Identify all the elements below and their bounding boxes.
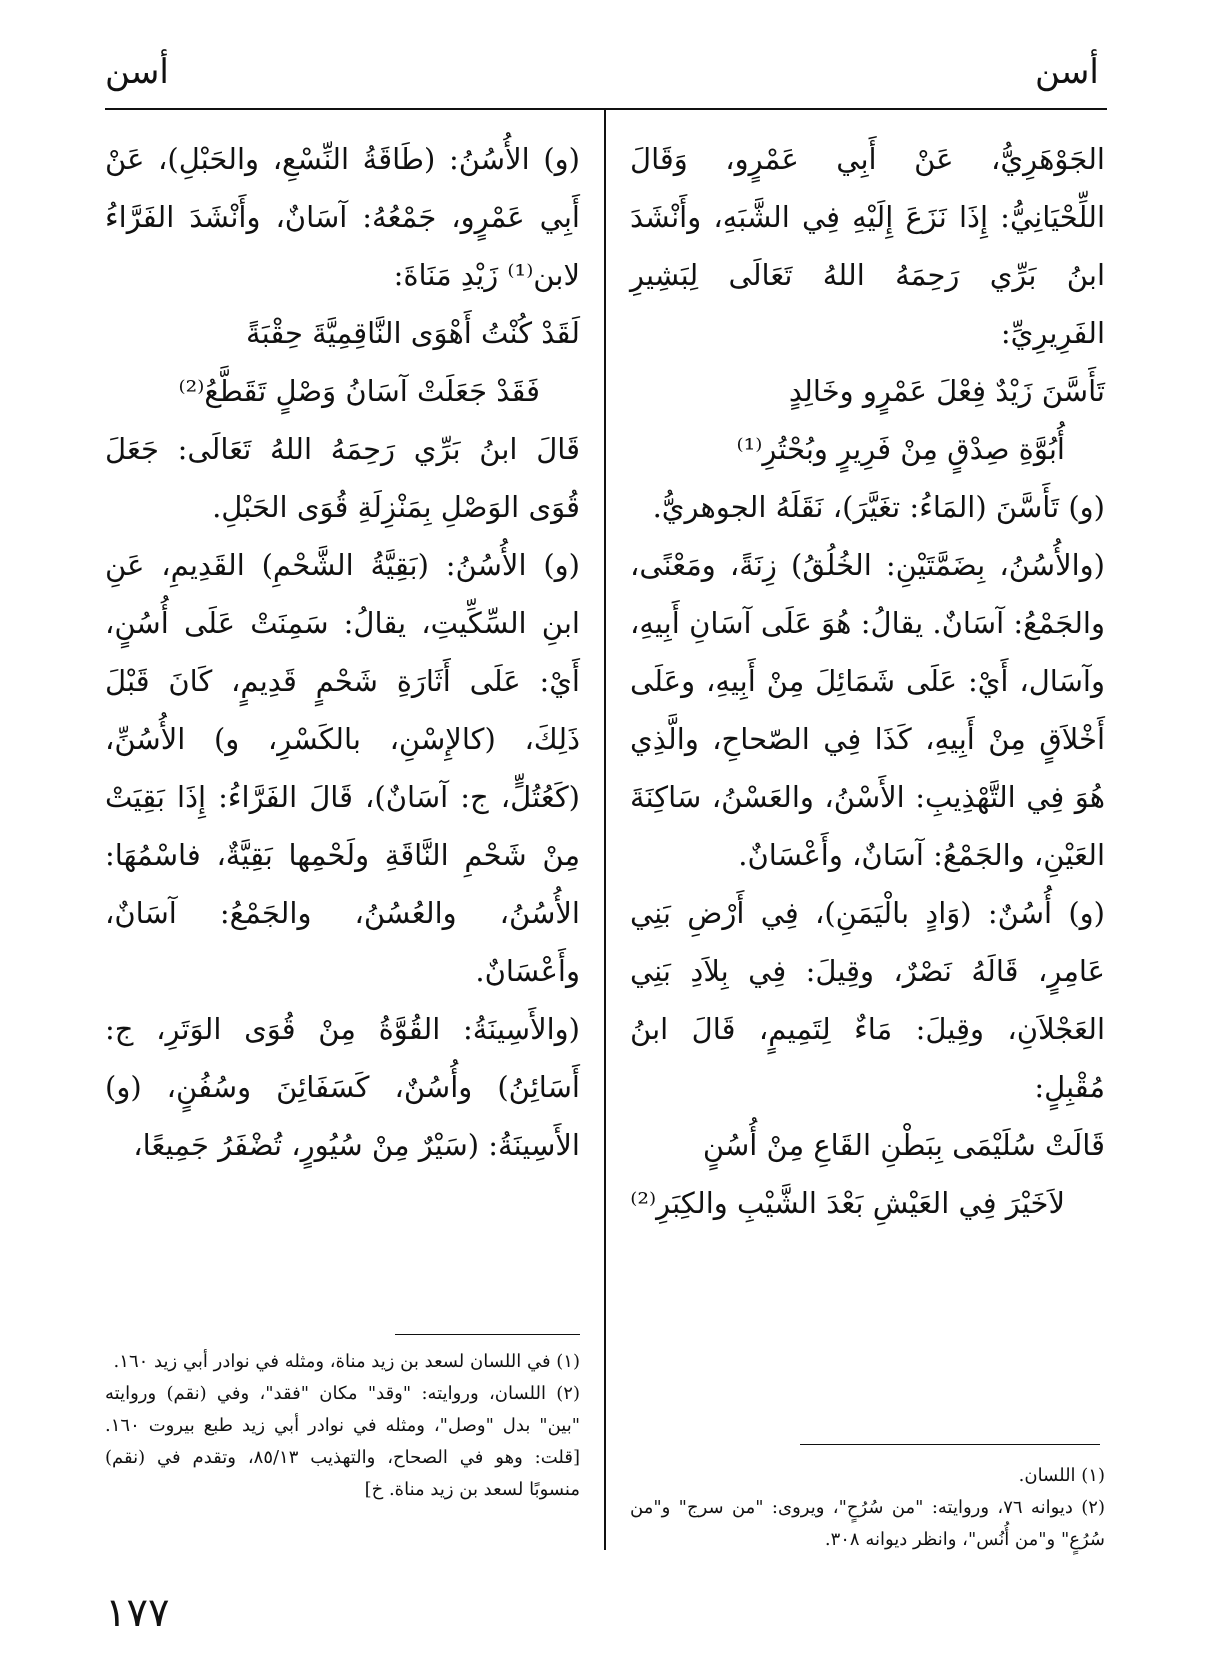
header-rule <box>105 108 1107 110</box>
footnote: (١) في اللسان لسعد بن زيد مناة، ومثله في نوادر أبي زيد ١٦٠. <box>113 1351 580 1372</box>
paragraph: (والأَسِينَةُ: القُوَّةُ مِنْ قُوَى الوَتَرِ، ج: أَسَائِنُ) وأُسُنٌ، كَسَفَائِنَ وسُفُنٍ، (و) الأَسِينَةُ: (سَيْرٌ مِنْ سُيُورٍ، تُضْفَرُ جَمِيعًا، <box>105 1012 580 1162</box>
footnotes-left <box>105 1346 580 1506</box>
verse-line: لاَخَيْرَ فِي العَيْشِ بَعْدَ الشَّيْبِ والكِبَرِ⁽²⁾ <box>630 1186 1065 1220</box>
column-divider <box>604 108 606 1550</box>
left-column <box>105 130 580 1174</box>
paragraph: (و) الأُسُنُ: (بَقِيَّةُ الشَّحْمِ) القَدِيمِ، عَنِ ابنِ السِّكِّيتِ، يقالُ: سَمِنَتْ عَلَى أُسُنٍ، أَيْ: عَلَى أَثَارَةِ شَحْمٍ قَدِيمٍ، كَانَ قَبْلَ ذَلِكَ، (كالإِسْنِ، بالكَسْرِ، و) الأُسُنِّ، (كَعُتُلٍّ، ج: آسَانٌ)، قَالَ الفَرَّاءُ: إِذَا بَقِيَتْ مِنْ شَحْمِ النَّاقَةِ ولَحْمِها بَقِيَّةٌ، فاسْمُهَا: الأُسُنُ، والعُسُنُ، والجَمْعُ: آسَانٌ، وأَعْسَانٌ. <box>105 548 580 988</box>
footnote: (٢) ديوانه ٧٦، وروايته: "من سُرُحٍ"، ويروى: "من سرج" و"من سُرُعٍ" و"من أُنُس"، وانظر ديوانه ٣٠٨. <box>630 1497 1105 1550</box>
paragraph: قَالَ ابنُ بَرِّي رَحِمَهُ اللهُ تَعَالَى: جَعَلَ قُوَى الوَصْلِ بِمَنْزِلَةِ قُوَى الحَبْلِ. <box>105 432 580 524</box>
paragraph: (و) تَأَسَّنَ (المَاءُ: تغَيَّرَ)، نَقَلَهُ الجوهريُّ. <box>652 490 1105 524</box>
footnote: (١) اللسان. <box>1018 1465 1105 1486</box>
footnote: (٢) اللسان، وروايته: "وقد" مكان "فقد"، وفي (نقم) وروايته "بين" بدل "وصل"، ومثله في نوادر أبي زيد طبع بيروت ١٦٠. [قلت: وهو في الصحاح، والتهذيب ٨٥/١٣، وتقدم في (نقم) منسوبًا لسعد بن زيد مناة. خ] <box>105 1383 580 1500</box>
paragraph: (والأُسُنُ، بِضَمَّتَيْنِ: الخُلُقُ) زِنَةً، ومَعْنًى، والجَمْعُ: آسَانٌ. يقالُ: هُوَ عَلَى آسَانِ أَبِيهِ، وآسَال، أَيْ: عَلَى شَمَائِلَ مِنْ أَبِيهِ، وعَلَى أَخْلاَقٍ مِنْ أَبِيهِ، كَذَا فِي الصّحاحِ، والَّذِي هُوَ فِي التَّهْذِيبِ: الأَسْنُ، والعَسْنُ، سَاكِنَةَ العَيْنِ، والجَمْعُ: آسَانٌ، وأَعْسَانٌ. <box>630 548 1105 872</box>
verse-line: قَالَتْ سُلَيْمَى بِبَطْنِ القَاعِ مِنْ أُسُنٍ <box>702 1128 1105 1162</box>
paragraph: (و) أُسُنٌ: (وَادٍ بالْيَمَنِ)، فِي أَرْضِ بَنِي عَامِرٍ، قَالَهُ نَصْرٌ، وقِيلَ: فِي بِلاَدِ بَنِي العَجْلاَنِ، وقِيلَ: مَاءٌ لِتَمِيمٍ، قَالَ ابنُ مُقْبِلٍ: <box>630 896 1105 1104</box>
verse-line: لَقَدْ كُنْتُ أَهْوَى النَّاقِمِيَّةَ حِقْبَةً <box>246 316 580 350</box>
verse-line: أُبُوَّةِ صِدْقٍ مِنْ فَرِيرٍ وبُحْتُرِ⁽¹⁾ <box>736 432 1065 466</box>
verse-line: فَقَدْ جَعَلَتْ آسَانُ وَصْلٍ تَقَطَّعُ⁽²⁾ <box>178 374 540 408</box>
paragraph: (و) الأُسُنُ: (طَاقَةُ النِّسْعِ، والحَبْلِ)، عَنْ أَبِي عَمْرٍو، جَمْعُهُ: آسَانٌ، وأَنْشَدَ الفَرَّاءُ لابن⁽¹⁾ زَيْدِ مَنَاةَ: <box>105 142 580 292</box>
footnote-rule-left <box>395 1334 580 1335</box>
paragraph: الجَوْهَرِيُّ، عَنْ أَبِي عَمْرٍو، وَقَالَ اللِّحْيَانِيُّ: إِذَا نَزَعَ إِلَيْهِ فِي الشَّبَهِ، وأَنْشَدَ ابنُ بَرِّي رَحِمَهُ اللهُ تَعَالَى لِبَشِيرِ الفَرِيرِيِّ: <box>630 142 1105 350</box>
running-header-left: أسن <box>105 52 169 92</box>
footnotes-right <box>630 1460 1105 1556</box>
right-column <box>630 130 1105 1232</box>
running-header-right: أسن <box>1035 52 1099 92</box>
page-number: ١٧٧ <box>105 1590 170 1636</box>
footnote-rule-right <box>800 1444 1100 1445</box>
verse-line: تَأَسَّنَ زَيْدٌ فِعْلَ عَمْرٍو وخَالِدٍ <box>788 374 1105 408</box>
